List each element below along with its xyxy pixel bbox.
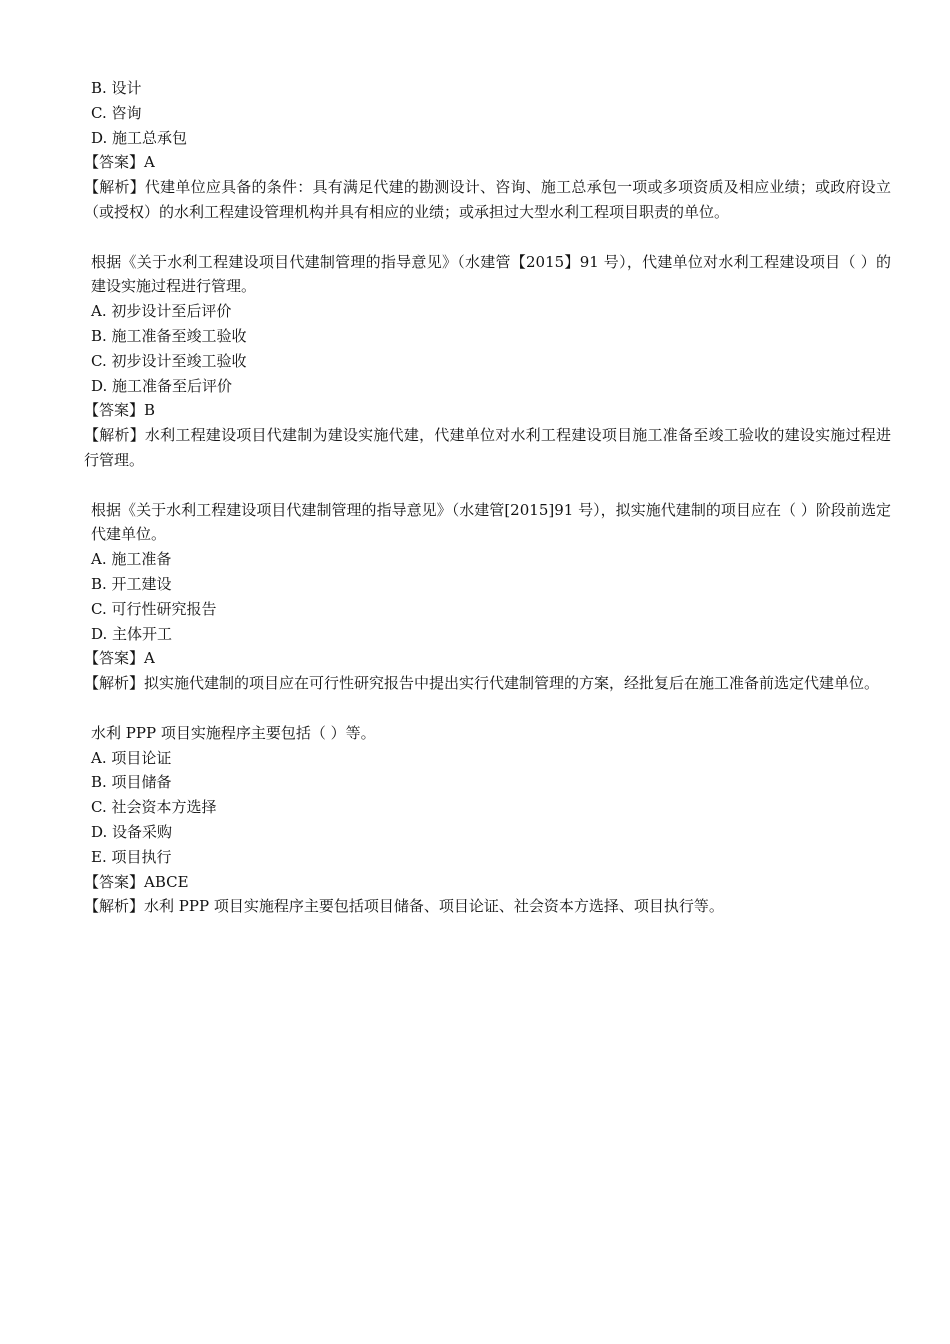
question-block-3 [84, 721, 891, 919]
question-block-0 [84, 76, 891, 225]
option-b: B. 设计 [91, 79, 142, 97]
option-c: C. 可行性研究报告 [91, 599, 217, 618]
analysis: 【解析】代建单位应具备的条件：具有满足代建的勘测设计、咨询、施工总承包一项或多项资质及相应业绩；或政府设立（或授权）的水利工程建设管理机构并具有相应的业绩；或承担过大型水利工程项目职责的单位。 [84, 178, 891, 221]
option-d: D. 设备采购 [91, 822, 173, 841]
spacer [91, 696, 891, 721]
analysis: 【解析】拟实施代建制的项目应在可行性研究报告中提出实行代建制管理的方案，经批复后在施工准备前选定代建单位。 [84, 674, 880, 693]
question-stem: 根据《关于水利工程建设项目代建制管理的指导意见》（水建管[2015]91 号），拟实施代建制的项目应在（ ）阶段前选定代建单位。 [91, 500, 891, 544]
option-a: A. 初步设计至后评价 [91, 302, 232, 321]
question-block-2 [84, 498, 891, 696]
analysis: 【解析】水利 PPP 项目实施程序主要包括项目储备、项目论证、社会资本方选择、项目执行等。 [84, 897, 724, 916]
analysis: 【解析】水利工程建设项目代建制为建设实施代建，代建单位对水利工程建设项目施工准备至竣工验收的建设实施过程进行管理。 [84, 426, 891, 469]
answer: 【答案】B [84, 401, 156, 420]
option-a: A. 项目论证 [91, 748, 172, 767]
option-e: E. 项目执行 [91, 847, 172, 866]
question-block-1 [84, 250, 891, 473]
option-d: D. 施工总承包 [91, 128, 188, 147]
option-d: D. 施工准备至后评价 [91, 376, 233, 395]
option-c: C. 咨询 [91, 103, 142, 122]
question-stem: 水利 PPP 项目实施程序主要包括（ ）等。 [91, 723, 376, 742]
answer: 【答案】A [84, 649, 155, 668]
spacer [91, 225, 891, 250]
document-page [84, 76, 891, 919]
option-c: C. 初步设计至竣工验收 [91, 351, 247, 370]
question-stem: 根据《关于水利工程建设项目代建制管理的指导意见》（水建管【2015】91 号），代建单位对水利工程建设项目（ ）的建设实施过程进行管理。 [91, 252, 891, 296]
option-b: B. 开工建设 [91, 574, 172, 593]
option-d: D. 主体开工 [91, 624, 173, 643]
spacer [91, 473, 891, 498]
option-b: B. 施工准备至竣工验收 [91, 326, 247, 345]
answer: 【答案】ABCE [84, 872, 189, 891]
option-b: B. 项目储备 [91, 773, 172, 792]
option-c: C. 社会资本方选择 [91, 798, 217, 817]
option-a: A. 施工准备 [91, 550, 172, 569]
answer: 【答案】A [84, 153, 155, 172]
